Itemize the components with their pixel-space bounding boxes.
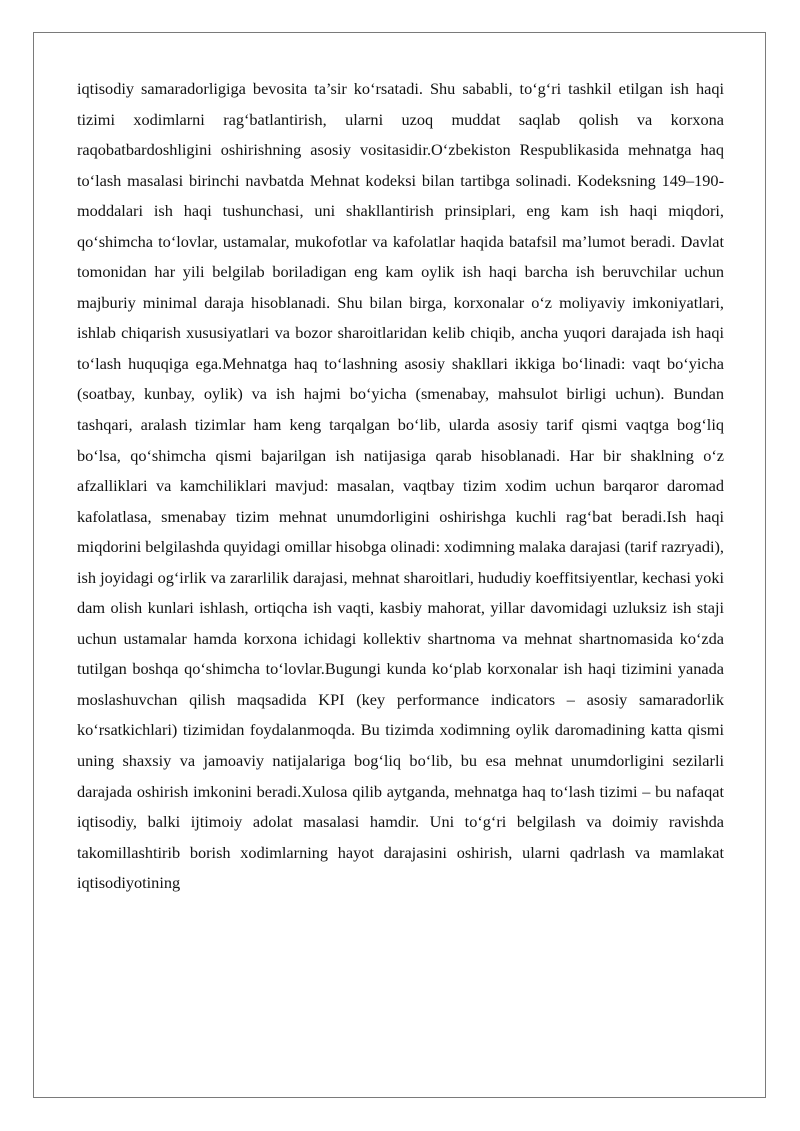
body-paragraph: iqtisodiy samaradorligiga bevosita ta’sir ko‘rsatadi. Shu sababli, to‘g‘ri tashkil etilgan ish haqi tizimi xodimlarni rag‘batlantirish, ularni uzoq muddat saqlab qolish va korxona raqobatbardoshligini oshirishning asosiy vositasidir.O‘zbekiston Respublikasida mehnatga haq to‘lash masalasi birinchi navbatda Mehnat kodeksi bilan tartibga solinadi. Kodeksning 149–190-moddalari ish haqi tushunchasi, uni shakllantirish prinsiplari, eng kam ish haqi miqdori, qo‘shimcha to‘lovlar, ustamalar, mukofotlar va kafolatlar haqida batafsil ma’lumot beradi. Davlat tomonidan har yili belgilab boriladigan eng kam oylik ish haqi barcha ish beruvchilar uchun majburiy minimal daraja hisoblanadi. Shu bilan birga, korxonalar o‘z moliyaviy imkoniyatlari, ishlab chiqarish xususiyatlari va bozor sharoitlaridan kelib chiqib, ancha yuqori darajada ish haqi to‘lash huquqiga ega.Mehnatga haq to‘lashning asosiy shakllari ikkiga bo‘linadi: vaqt bo‘yicha (soatbay, kunbay, oylik) va ish hajmi bo‘yicha (smenabay, mahsulot birligi uchun). Bundan tashqari, aralash tizimlar ham keng tarqalgan bo‘lib, ularda asosiy tarif qismi vaqtga bog‘liq bo‘lsa, qo‘shimcha qismi bajarilgan ish natijasiga qarab hisoblanadi. Har bir shaklning o‘z afzalliklari va kamchiliklari mavjud: masalan, vaqtbay tizim xodim uchun barqaror daromad kafolatlasa, smenabay tizim mehnat unumdorligini oshirishga kuchli rag‘bat beradi.Ish haqi miqdorini belgilashda quyidagi omillar hisobga olinadi: xodimning malaka darajasi (tarif razryadi), ish joyidagi og‘irlik va zararlilik darajasi, mehnat sharoitlari, hududiy koeffitsiyentlar, kechasi yoki dam olish kunlari ishlash, ortiqcha ish vaqti, kasbiy mahorat, yillar davomidagi uzluksiz ish staji uchun ustamalar hamda korxona ichidagi kollektiv shartnoma va mehnat shartnomasida ko‘zda tutilgan boshqa qo‘shimcha to‘lovlar.Bugungi kunda ko‘plab korxonalar ish haqi tizimini yanada moslashuvchan qilish maqsadida KPI (key performance indicators – asosiy samaradorlik ko‘rsatkichlari) tizimidan foydalanmoqda. Bu tizimda xodimning oylik daromadining katta qismi uning shaxsiy va jamoaviy natijalariga bog‘liq bo‘lib, bu esa mehnat unumdorligini sezilarli darajada oshirish imkonini beradi.Xulosa qilib aytganda, mehnatga haq to‘lash tizimi – bu nafaqat iqtisodiy, balki ijtimoiy adolat masalasi hamdir. Uni to‘g‘ri belgilash va doimiy ravishda takomillashtirib borish xodimlarning hayot darajasini oshirish, ularni qadrlash va mamlakat iqtisodiyotining [77, 79, 725, 893]
